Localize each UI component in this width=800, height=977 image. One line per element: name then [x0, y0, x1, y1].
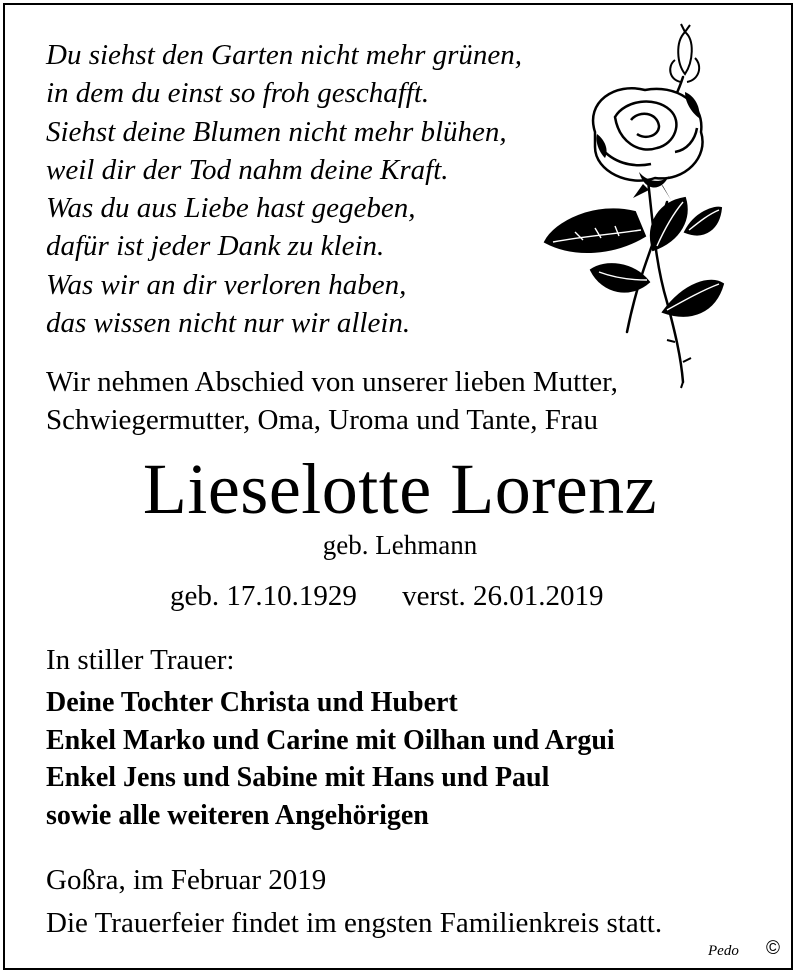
poem-line: Du siehst den Garten nicht mehr grünen, [46, 39, 523, 71]
poem-line: weil dir der Tod nahm deine Kraft. [46, 153, 449, 186]
mourner-line: Deine Tochter Christa und Hubert [46, 687, 458, 718]
death-date: verst. 26.01.2019 [402, 580, 604, 612]
intro-line: Wir nehmen Abschied von unserer lieben Mutter, [46, 366, 618, 398]
birth-date: geb. 17.10.1929 [170, 580, 357, 612]
place-date: Goßra, im Februar 2019 [46, 864, 327, 896]
memorial-poem [46, 36, 522, 342]
mourners-list [46, 684, 615, 834]
copyright-icon: © [766, 938, 780, 959]
poem-line: Was wir an dir verloren haben, [46, 268, 407, 301]
farewell-intro [46, 363, 618, 439]
deceased-name: Lieselotte Lorenz [142, 449, 658, 529]
rose-illustration [535, 22, 725, 390]
poem-line: in dem du einst so froh geschafft. [46, 77, 430, 110]
poem-line: Siehst deine Blumen nicht mehr blühen, [46, 115, 507, 148]
mourner-line: Enkel Jens und Sabine mit Hans und Paul [46, 762, 550, 793]
poem-line: das wissen nicht nur wir allein. [46, 307, 411, 340]
poem-line: Was du aus Liebe hast gegeben, [46, 192, 416, 225]
poem-line: dafür ist jeder Dank zu klein. [46, 230, 385, 263]
mourning-label: In stiller Trauer: [46, 644, 235, 676]
mourner-line: sowie alle weiteren Angehörigen [46, 799, 429, 831]
maiden-name: geb. Lehmann [322, 530, 478, 560]
intro-line: Schwiegermutter, Oma, Uroma und Tante, Frau [46, 404, 598, 436]
life-dates [170, 578, 604, 614]
designer-signature: Pedo [708, 943, 739, 959]
mourner-line: Enkel Marko und Carine mit Oilhan und Argui [46, 724, 615, 756]
funeral-note: Die Trauerfeier findet im engsten Familienkreis statt. [46, 907, 663, 939]
